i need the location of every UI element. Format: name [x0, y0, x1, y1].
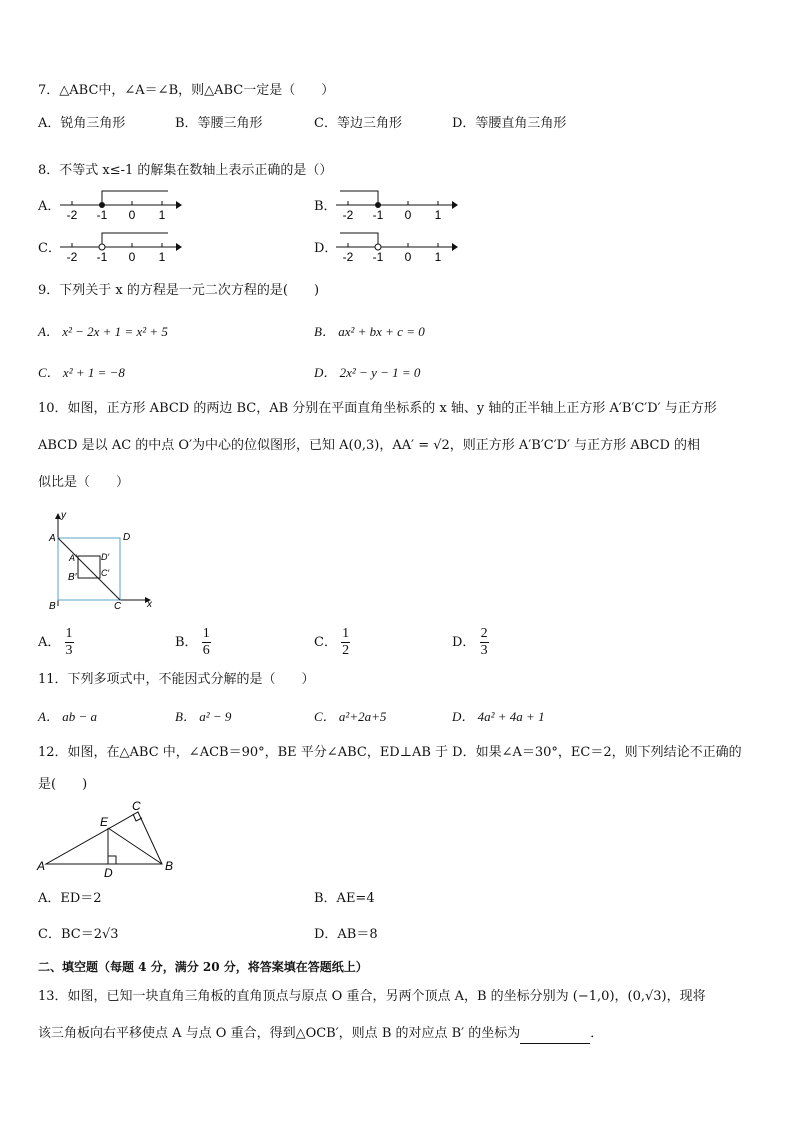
q10-option-b [175, 626, 211, 659]
q11-option-c: C． a²+2a+5 [314, 709, 387, 724]
q13-line-2-end: ． [590, 1026, 604, 1041]
tick-label: -1 [372, 208, 384, 222]
tick-label: 0 [404, 250, 412, 264]
q12-line-2: 是( ) [38, 777, 88, 792]
q7-option-b: B．等腰三角形 [175, 116, 263, 131]
tick-label: -2 [66, 208, 78, 222]
denominator: 3 [65, 643, 73, 658]
q8-stem: 8．不等式 x≤-1 的解集在数轴上表示正确的是（） [38, 163, 333, 178]
number-line-d [334, 227, 459, 265]
tick-label: -2 [66, 250, 78, 264]
axis-label-x: x [147, 599, 152, 610]
tick-label: -1 [96, 208, 108, 222]
tick-label: 1 [158, 208, 166, 222]
tick-label: -1 [96, 250, 108, 264]
tick-label: 1 [434, 250, 442, 264]
tick-label: -2 [342, 208, 354, 222]
tick-label: 0 [404, 208, 412, 222]
section-heading: 二、填空题（每题 4 分，满分 20 分，将答案填在答题纸上） [38, 960, 368, 974]
point-label-d: D [104, 866, 113, 880]
point-label-c-prime: C′ [101, 568, 110, 578]
q11-option-b: B． a² − 9 [175, 709, 232, 724]
q11-stem: 11．下列多项式中，不能因式分解的是（ ） [38, 672, 315, 687]
q10-option-c [314, 626, 350, 659]
numerator: 2 [480, 626, 488, 641]
fraction [480, 626, 489, 659]
q8-label-c: C． [38, 241, 61, 256]
q13-line-2-text: 该三角板向右平移使点 A 与点 O 重合，得到△OCB′，则点 B 的对应点 B′ 的坐标为 [38, 1026, 521, 1041]
q12-option-b: B．AE=4 [314, 891, 375, 906]
fraction [341, 626, 350, 659]
point-label-d: D [123, 532, 131, 543]
fraction [65, 626, 74, 659]
tick-label: -1 [372, 250, 384, 264]
option-label: B． [175, 635, 198, 650]
tick-label: 0 [128, 208, 136, 222]
fraction [202, 626, 211, 659]
point-label-a: A [37, 859, 46, 873]
tick-label: -2 [342, 250, 354, 264]
q10-line-1: 10．如图，正方形 ABCD 的两边 BC，AB 分别在平面直角坐标系的 x 轴、y 轴的正半轴上正方形 A′B′C′D′ 与正方形 [38, 401, 717, 416]
q7-option-a: A．锐角三角形 [38, 116, 126, 131]
q10-line-2: ABCD 是以 AC 的中点 O′为中心的位似图形，已知 A(0,3)，AA′ = √2，则正方形 A′B′C′D′ 与正方形 ABCD 的相 [38, 438, 701, 453]
tick-label: 0 [128, 250, 136, 264]
numerator: 1 [342, 626, 350, 641]
q7-option-d: D．等腰直角三角形 [452, 116, 567, 131]
q10-line-3: 似比是（ ） [38, 475, 130, 490]
q8-label-b: B． [314, 199, 337, 214]
point-label-a-prime: A′ [69, 553, 77, 563]
q10-option-a [38, 626, 74, 659]
q9-option-a: A． x² − 2x + 1 = x² + 5 [38, 324, 168, 339]
point-label-d-prime: D′ [101, 552, 110, 562]
q7-option-c: C．等边三角形 [314, 116, 402, 131]
q9-option-b: B． ax² + bx + c = 0 [314, 324, 425, 339]
q13-line-1: 13．如图，已知一块直角三角板的直角顶点与原点 O 重合，另两个顶点 A，B 的坐标分别为 (−1,0)，(0,√3)，现将 [38, 989, 706, 1004]
q9-option-c: C． x² + 1 = −8 [38, 365, 125, 380]
number-line-a [58, 185, 183, 223]
option-label: A． [38, 635, 61, 650]
tick-label: 1 [158, 250, 166, 264]
answer-blank[interactable] [520, 1025, 590, 1044]
q8-label-a: A． [38, 199, 61, 214]
numerator: 1 [202, 626, 210, 641]
point-label-e: E [100, 815, 109, 829]
numerator: 1 [65, 626, 73, 641]
point-label-c: C [132, 800, 141, 813]
q13-line-2 [38, 1025, 603, 1044]
point-label-a: A [49, 533, 56, 544]
q10-figure [44, 510, 156, 612]
square-apbpcpdp [78, 556, 100, 578]
q12-line-1: 12．如图，在△ABC 中，∠ACB＝90°，BE 平分∠ABC，ED⊥AB 于 D．如果∠A＝30°，EC＝2，则下列结论不正确的 [38, 745, 742, 760]
q9-stem: 9．下列关于 x 的方程是一元二次方程的是( ) [38, 283, 320, 298]
denominator: 3 [480, 643, 488, 658]
number-line-b [334, 185, 459, 223]
q10-option-d [452, 626, 489, 659]
number-line-c [58, 227, 183, 265]
q12-figure [34, 800, 184, 880]
tick-label: 1 [434, 208, 442, 222]
denominator: 2 [342, 643, 350, 658]
q7-stem: 7．△ABC中，∠A＝∠B，则△ABC一定是（ ） [38, 83, 335, 98]
point-label-b: B [49, 601, 56, 612]
point-label-b: B [165, 859, 174, 873]
q12-option-c: C．BC＝2√3 [38, 927, 119, 942]
option-label: C． [314, 635, 337, 650]
denominator: 6 [202, 643, 210, 658]
point-label-c: C [114, 601, 122, 612]
q9-option-d: D． 2x² − y − 1 = 0 [314, 365, 421, 380]
q12-option-d: D．AB＝8 [314, 927, 378, 942]
q8-label-d: D． [314, 241, 338, 256]
option-label: D． [452, 635, 476, 650]
q11-option-a: A． ab − a [38, 709, 97, 724]
point-label-b-prime: B′ [68, 572, 77, 583]
q11-option-d: D． 4a² + 4a + 1 [452, 709, 545, 724]
q12-option-a: A．ED＝2 [38, 891, 102, 906]
axis-label-y: y [61, 510, 66, 521]
